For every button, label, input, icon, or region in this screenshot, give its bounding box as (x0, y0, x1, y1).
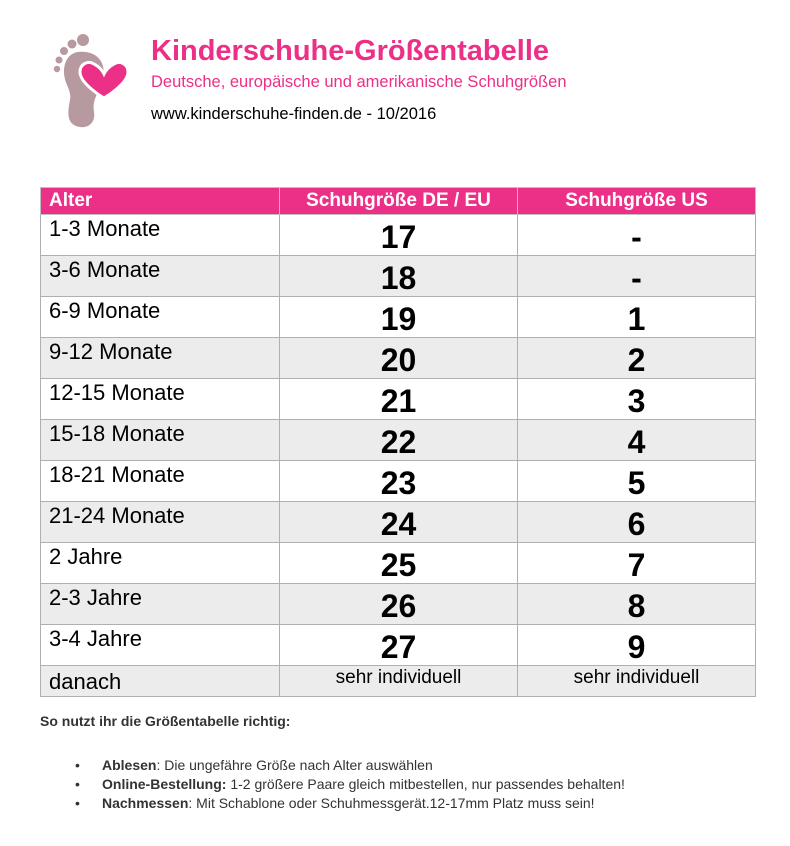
age-cell: 1-3 Monate (41, 215, 280, 256)
age-cell: 12-15 Monate (41, 379, 280, 420)
table-row (41, 379, 756, 420)
de-eu-size-cell: 27 (280, 625, 518, 666)
de-eu-size-cell: 21 (280, 379, 518, 420)
list-item (65, 794, 625, 813)
us-size-cell: 8 (518, 584, 756, 625)
us-size-cell: 4 (518, 420, 756, 461)
us-size-cell: 1 (518, 297, 756, 338)
instructions-heading: So nutzt ihr die Größentabelle richtig: (40, 713, 291, 729)
logo (50, 34, 130, 130)
table-row (41, 420, 756, 461)
bullet-icon: • (75, 757, 80, 773)
de-eu-size-cell: 25 (280, 543, 518, 584)
website-date: www.kinderschuhe-finden.de - 10/2016 (151, 105, 437, 123)
us-size-cell: 5 (518, 461, 756, 502)
table-row (41, 256, 756, 297)
de-eu-size-cell: 18 (280, 256, 518, 297)
age-cell: 2-3 Jahre (41, 584, 280, 625)
size-table (40, 187, 756, 697)
age-cell: 15-18 Monate (41, 420, 280, 461)
us-size-cell: 7 (518, 543, 756, 584)
us-size-cell: - (518, 256, 756, 297)
list-item (65, 756, 625, 775)
age-cell: 18-21 Monate (41, 461, 280, 502)
age-cell: danach (41, 666, 280, 697)
de-eu-size-cell: 19 (280, 297, 518, 338)
column-header-us: Schuhgröße US (518, 188, 756, 215)
age-cell: 21-24 Monate (41, 502, 280, 543)
tip-text: : Mit Schablone oder Schuhmessgerät.12-17mm Platz muss sein! (188, 795, 595, 811)
de-eu-size-cell: 23 (280, 461, 518, 502)
table-row (41, 215, 756, 256)
us-size-cell: 2 (518, 338, 756, 379)
tip-term: Ablesen (102, 757, 157, 773)
age-cell: 3-4 Jahre (41, 625, 280, 666)
instructions-list (65, 756, 625, 813)
tip-text: : Die ungefähre Größe nach Alter auswählen (156, 757, 433, 773)
table-row (41, 543, 756, 584)
tip-term: Nachmessen (102, 795, 189, 811)
age-cell: 3-6 Monate (41, 256, 280, 297)
table-row (41, 502, 756, 543)
us-size-cell: - (518, 215, 756, 256)
page-subtitle: Deutsche, europäische und amerikanische Schuhgrößen (151, 73, 567, 91)
de-eu-size-cell: 17 (280, 215, 518, 256)
table-row (41, 461, 756, 502)
tip-text: 1-2 größere Paare gleich mitbestellen, nur passendes behalten! (226, 776, 625, 792)
table-row (41, 338, 756, 379)
us-size-cell: 6 (518, 502, 756, 543)
table-row (41, 666, 756, 697)
de-eu-size-cell: sehr individuell (280, 666, 518, 697)
age-cell: 2 Jahre (41, 543, 280, 584)
us-size-cell: sehr individuell (518, 666, 756, 697)
us-size-cell: 9 (518, 625, 756, 666)
age-cell: 9-12 Monate (41, 338, 280, 379)
table-header-row (41, 188, 756, 215)
footprint-heart-icon (50, 34, 130, 130)
de-eu-size-cell: 24 (280, 502, 518, 543)
table-row (41, 625, 756, 666)
page-title: Kinderschuhe-Größentabelle (151, 35, 550, 67)
table-row (41, 584, 756, 625)
us-size-cell: 3 (518, 379, 756, 420)
list-item (65, 775, 625, 794)
de-eu-size-cell: 22 (280, 420, 518, 461)
de-eu-size-cell: 20 (280, 338, 518, 379)
bullet-icon: • (75, 776, 80, 792)
column-header-age: Alter (41, 188, 280, 215)
de-eu-size-cell: 26 (280, 584, 518, 625)
table-row (41, 297, 756, 338)
tip-term: Online-Bestellung: (102, 776, 227, 792)
age-cell: 6-9 Monate (41, 297, 280, 338)
bullet-icon: • (75, 795, 80, 811)
column-header-de-eu: Schuhgröße DE / EU (280, 188, 518, 215)
